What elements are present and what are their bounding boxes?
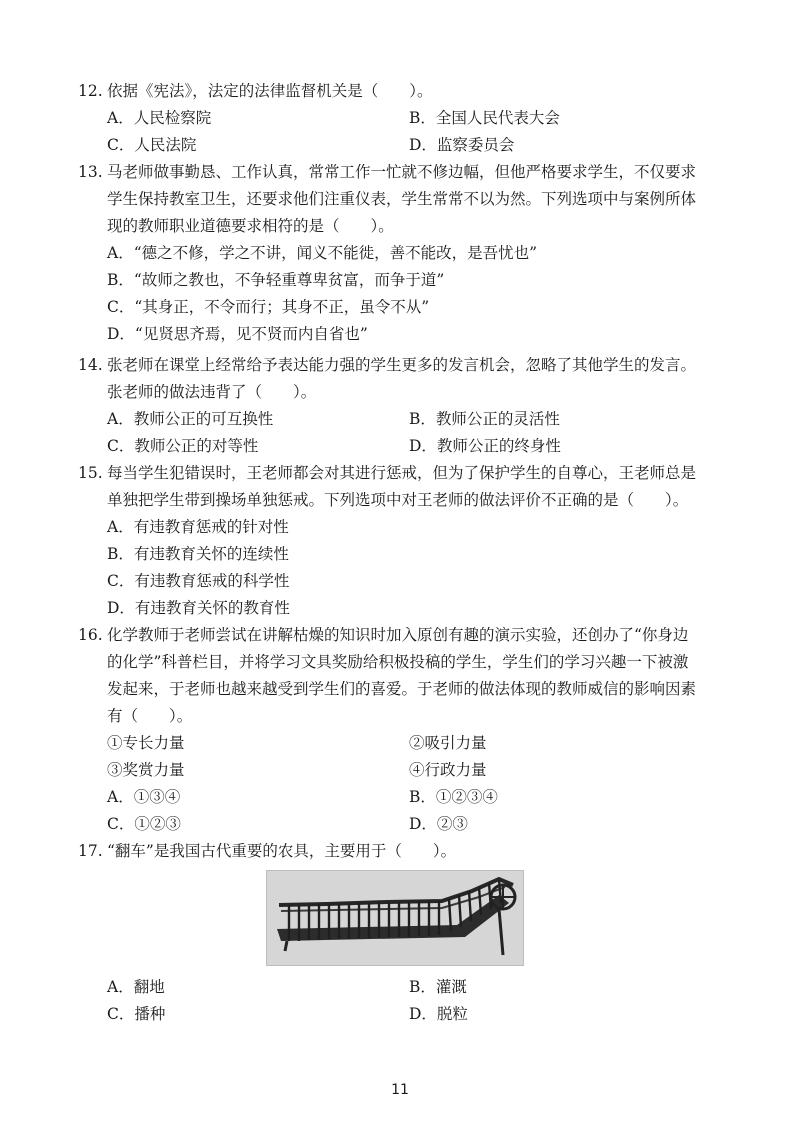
question-number: 12. xyxy=(78,82,103,100)
question-stem: 化学教师于老师尝试在讲解枯燥的知识时加入原创有趣的演示实验，还创办了“你身边 xyxy=(107,626,689,644)
option-d: D．“见贤思齐焉，见不贤而内自省也” xyxy=(107,325,368,343)
question-stem: 有（ ）。 xyxy=(107,707,193,725)
question-stem: 单独把学生带到操场单独惩戒。下列选项中对王老师的做法评价不正确的是（ ）。 xyxy=(107,491,689,509)
item-3: ③奖赏力量 xyxy=(107,761,185,779)
page-number: 11 xyxy=(391,1082,409,1098)
question-stem: 依据《宪法》，法定的法律监督机关是（ ）。 xyxy=(107,82,433,100)
options xyxy=(107,105,728,159)
options xyxy=(107,406,728,460)
question-stem: 张老师的做法违背了（ ）。 xyxy=(107,383,317,401)
question-number: 14. xyxy=(78,356,103,374)
question-stem: 学生保持教室卫生，还要求他们注重仪表，学生常常不以为然。下列选项中与案例所体 xyxy=(107,190,697,208)
options xyxy=(107,730,728,838)
fanche-photo xyxy=(266,870,524,966)
option-d: D．②③ xyxy=(409,815,468,833)
question-stem: “翻车”是我国古代重要的农具，主要用于（ ）。 xyxy=(107,842,457,860)
item-1: ①专长力量 xyxy=(107,734,185,752)
options xyxy=(107,514,728,622)
question-14 xyxy=(78,352,728,460)
options xyxy=(107,974,728,1028)
question-17 xyxy=(78,838,728,865)
option-b: B．有违教育关怀的连续性 xyxy=(107,545,289,563)
option-c: C．“其身正，不令而行；其身不正，虽令不从” xyxy=(107,298,430,316)
item-4: ④行政力量 xyxy=(409,761,487,779)
option-b: B．教师公正的灵活性 xyxy=(409,410,560,428)
option-a: A．有违教育惩戒的针对性 xyxy=(107,518,289,536)
question-13 xyxy=(78,159,728,348)
option-d: D．教师公正的终身性 xyxy=(409,437,561,455)
option-b: B．“故师之教也，不争轻重尊卑贫富，而争于道” xyxy=(107,271,445,289)
question-number: 15. xyxy=(78,464,103,482)
question-stem: 的化学”科普栏目，并将学习文具奖励给积极投稿的学生，学生们的学习兴趣一下被激 xyxy=(107,653,689,671)
option-c: C．教师公正的对等性 xyxy=(107,437,259,455)
option-a: A．教师公正的可互换性 xyxy=(107,410,274,428)
option-c: C．播种 xyxy=(107,1005,166,1023)
option-d: D．监察委员会 xyxy=(409,136,515,154)
question-number: 16. xyxy=(78,626,103,644)
options xyxy=(107,240,728,348)
question-15 xyxy=(78,460,728,622)
option-a: A．①③④ xyxy=(107,788,181,806)
option-a: A．“德之不修，学之不讲，闻义不能徙，善不能改，是吾忧也” xyxy=(107,244,538,262)
option-b: B．灌溉 xyxy=(409,978,467,996)
option-b: B．①②③④ xyxy=(409,788,498,806)
option-a: A．翻地 xyxy=(107,978,165,996)
option-d: D．有违教育关怀的教育性 xyxy=(107,599,290,617)
question-12 xyxy=(78,78,728,159)
option-d: D．脱粒 xyxy=(409,1005,468,1023)
option-c: C．人民法院 xyxy=(107,136,197,154)
item-2: ②吸引力量 xyxy=(409,734,487,752)
question-stem: 现的教师职业道德要求相符的是（ ）。 xyxy=(107,217,394,235)
question-stem: 马老师做事勤恳、工作认真，常常工作一忙就不修边幅，但他严格要求学生，不仅要求 xyxy=(107,163,697,181)
question-17-options xyxy=(78,974,728,1028)
question-stem: 发起来，于老师也越来越受到学生们的喜爱。于老师的做法体现的教师威信的影响因素 xyxy=(107,680,697,698)
option-b: B．全国人民代表大会 xyxy=(409,109,560,127)
question-number: 17. xyxy=(78,842,103,860)
question-number: 13. xyxy=(78,163,103,181)
question-stem: 张老师在课堂上经常给予表达能力强的学生更多的发言机会，忽略了其他学生的发言。 xyxy=(107,356,697,374)
option-c: C．有违教育惩戒的科学性 xyxy=(107,572,290,590)
option-a: A．人民检察院 xyxy=(107,109,212,127)
option-c: C．①②③ xyxy=(107,815,181,833)
question-stem: 每当学生犯错误时，王老师都会对其进行惩戒，但为了保护学生的自尊心，王老师总是 xyxy=(107,464,697,482)
question-16 xyxy=(78,622,728,838)
fanche-illustration xyxy=(267,871,523,965)
